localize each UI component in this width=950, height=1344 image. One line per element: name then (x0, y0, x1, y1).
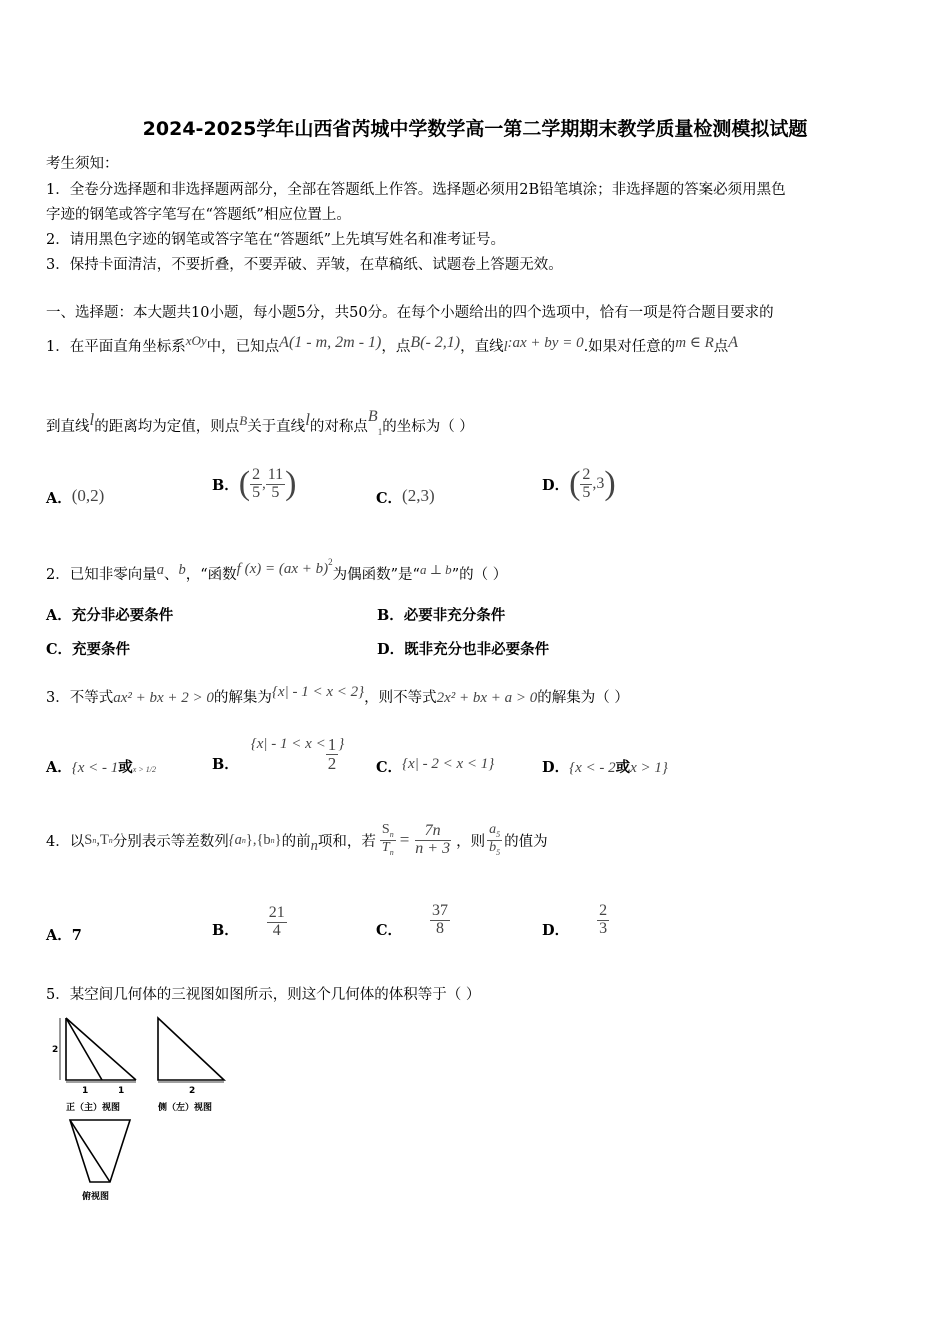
q4-math: }, (245, 831, 257, 848)
denominator (380, 841, 396, 857)
denominator: 5 (582, 483, 591, 501)
q1-math: l (305, 410, 310, 429)
q4-math: S (84, 831, 93, 848)
fraction (413, 823, 452, 858)
denominator: 8 (436, 919, 445, 937)
q2-option-d[interactable]: D．既非充分也非必要条件 (377, 641, 550, 658)
fraction (597, 903, 609, 938)
question-5 (46, 983, 480, 1004)
q1-line-eq: ax + by = 0 (512, 335, 584, 351)
q4-math: 5 (496, 830, 501, 840)
comma: , (262, 475, 266, 492)
q1-math: m ∈ R (675, 335, 714, 351)
q3-text: 不等式 (69, 690, 114, 706)
option-label: B． (212, 756, 239, 773)
q1-math: xOy (185, 333, 207, 349)
option-value: x > 1} (630, 760, 668, 776)
denominator: 2 (327, 753, 337, 773)
top-edge (70, 1120, 110, 1182)
notice-item: 3．保持卡面清洁，不要折叠，不要弄破、弄皱，在草稿纸、试题卷上答题无效。 (46, 257, 563, 273)
denominator (487, 841, 502, 857)
question-4 (46, 814, 548, 866)
q4-math: {b (256, 831, 271, 848)
option-value: {x| - 1 < x < (250, 736, 326, 752)
numerator: 2 (599, 901, 608, 919)
numerator: 2 (582, 465, 591, 483)
front-edge (66, 1018, 102, 1080)
numerator: 37 (432, 901, 449, 919)
q2-function: f (x) = (ax + b) (236, 561, 329, 577)
q3-option-b[interactable] (212, 730, 344, 778)
option-label: C． (376, 759, 403, 776)
denominator: 3 (599, 919, 608, 937)
q4-text: 以 (69, 833, 85, 850)
fig-dim-width: 2 (189, 1086, 196, 1096)
notice-item: 2．请用黑色字迹的钢笔或答字笔在“答题纸”上先填写姓名和准考证号。 (46, 232, 506, 248)
q1-text: ，点 (381, 339, 411, 355)
q1-text: 关于直线 (247, 419, 306, 435)
option-value: {x| - 2 < x < 1} (402, 756, 495, 772)
q4-math: n (389, 847, 394, 857)
fig-label-front: 正（主）视图 (66, 1103, 121, 1113)
option-label: B． (212, 922, 239, 939)
q4-math: = (399, 830, 410, 849)
q1-text: 到直线 (46, 419, 90, 435)
q4-math: 5 (496, 847, 501, 857)
q1-option-a[interactable] (46, 486, 104, 508)
notice-item: 1．全卷分选择题和非选择题两部分，全部在答题纸上作答。选择题必须用2B铅笔填涂；非选择题的答案必须用黑色 (46, 182, 786, 198)
fig-dim-width: 1 (82, 1086, 89, 1096)
q1-text: .如果对任意的 (583, 339, 676, 355)
q2-text: 为偶函数”是“ (332, 567, 420, 583)
option-value: x > 1/2 (132, 765, 156, 774)
q3-number: 3． (46, 690, 70, 706)
option-value: (0,2) (71, 486, 105, 505)
q3-option-d[interactable] (542, 756, 668, 777)
denominator: n + 3 (415, 839, 451, 857)
front-edge (66, 1018, 136, 1080)
q1-math: l (503, 339, 508, 355)
option-text: 或 (615, 759, 631, 776)
option-label: C． (376, 922, 403, 939)
option-text: 或 (118, 759, 133, 776)
fraction (267, 905, 287, 940)
side-view (158, 1018, 224, 1082)
q1-number: 1． (46, 339, 70, 355)
q1-text: ，直线 (460, 339, 504, 355)
front-view (60, 1018, 136, 1082)
q3-text: ，则不等式 (364, 690, 437, 706)
fig-dim-height: 2 (52, 1045, 59, 1055)
q4-text: ，则 (456, 833, 486, 850)
q1-math: : (507, 335, 513, 351)
option-value: 7 (71, 927, 82, 944)
q2-math: b (178, 562, 186, 578)
q3-solution-set: {x| - 1 < x < 2} (271, 684, 365, 700)
numerator: 2 (252, 465, 261, 483)
q3-option-a[interactable] (46, 756, 156, 777)
option-label: D． (542, 476, 570, 494)
q2-number: 2． (46, 567, 70, 583)
q4-math: n (389, 830, 394, 840)
option-value: {x < - 2 (569, 760, 616, 776)
q4-math: {a (228, 831, 242, 848)
numerator: 11 (267, 465, 284, 483)
q4-math: a (489, 822, 497, 838)
q1-option-d[interactable] (542, 458, 616, 510)
q3-inequality: ax² + bx + 2 > 0 (113, 690, 214, 706)
q4-option-c[interactable] (376, 894, 450, 946)
q1-math: l (89, 410, 95, 429)
q4-option-d[interactable] (542, 894, 609, 946)
q3-text: 的解集为 (213, 690, 272, 706)
q1-text: 的坐标为（ ） (382, 419, 474, 435)
option-label: D． (542, 759, 570, 776)
fraction (250, 467, 262, 502)
paren-left: ( (238, 465, 251, 502)
fraction (580, 467, 592, 502)
option-label: B． (212, 476, 239, 494)
fraction (487, 823, 502, 856)
paren-right: ) (604, 465, 616, 502)
fig-label-top: 俯视图 (82, 1192, 110, 1202)
q2-math: 2 (328, 557, 333, 567)
q2-math: a ⊥ b (419, 562, 452, 577)
q1-math: A (728, 334, 739, 351)
top-view (70, 1120, 130, 1182)
denominator: 5 (252, 483, 261, 501)
side-outline (158, 1018, 224, 1080)
page-title: 2024-2025学年山西省芮城中学数学高一第二学期期末教学质量检测模拟试题 (142, 118, 808, 140)
q1-point-a: A(1 - m, 2m - 1) (279, 334, 382, 351)
option-label: C． (376, 490, 403, 507)
paren-right: ) (285, 465, 297, 502)
q1-math: 1 (377, 426, 383, 437)
q4-math: ,T (96, 831, 109, 848)
q4-math: n (108, 835, 113, 845)
q2-option-c[interactable]: C．充要条件 (46, 641, 131, 658)
q3-inequality: 2x² + bx + a > 0 (436, 690, 538, 706)
option-label: A． (46, 490, 72, 507)
option-label: D． (542, 922, 570, 939)
option-value: (2,3) (402, 486, 435, 505)
fraction (326, 736, 339, 773)
question-1-line-1 (46, 333, 738, 356)
three-view-figure (44, 1010, 244, 1205)
paren-left: ( (569, 465, 581, 502)
q4-math: } (274, 831, 282, 848)
question-2 (46, 557, 507, 584)
q4-option-a[interactable] (46, 924, 82, 945)
numerator: 7n (415, 823, 451, 841)
fig-dim-width: 1 (118, 1086, 125, 1096)
q4-text: 项和，若 (317, 833, 376, 850)
q1-math: B (239, 413, 248, 428)
fraction (266, 467, 285, 502)
q1-text: 的距离均为定值，则点 (94, 419, 240, 435)
q1-point-b: B(- 2,1) (410, 334, 461, 351)
q4-math: n (310, 837, 318, 854)
question-3 (46, 684, 629, 707)
q2-option-b[interactable]: B．必要非充分条件 (377, 607, 506, 624)
option-value: ,3 (592, 475, 605, 492)
q1-text: 在平面直角坐标系 (69, 339, 186, 355)
fraction (380, 823, 396, 856)
q2-text: 、 (163, 567, 179, 583)
q2-math: a (156, 562, 164, 578)
numerator: 1 (327, 734, 337, 754)
denominator: 4 (272, 921, 281, 939)
q5-text: 某空间几何体的三视图如图所示，则这个几何体的体积等于（ ） (69, 987, 481, 1003)
q3-text: 的解集为（ ） (537, 690, 629, 706)
q4-math: S (381, 822, 390, 838)
q1-text: 点 (713, 339, 729, 355)
fraction (430, 903, 450, 938)
option-value: {x < - 1 (71, 760, 119, 776)
numerator (487, 823, 502, 840)
question-1-line-2 (46, 408, 474, 437)
notice-heading: 考生须知： (46, 156, 119, 172)
numerator (380, 823, 396, 840)
q1-text: 中，已知点 (206, 339, 280, 355)
option-label: A． (46, 759, 72, 776)
q2-text: ，“函数 (185, 567, 237, 583)
option-value: } (338, 736, 345, 752)
q4-math: n (241, 835, 246, 845)
fig-label-side: 侧（左）视图 (158, 1103, 213, 1113)
q5-number: 5． (46, 987, 70, 1003)
option-label: A． (46, 927, 72, 944)
q4-text: 的值为 (504, 833, 548, 850)
numerator: 21 (268, 903, 285, 921)
q2-text: 已知非零向量 (69, 567, 157, 583)
q4-number: 4． (46, 833, 70, 850)
section-heading: 一、选择题：本大题共10小题，每小题5分，共50分。在每个小题给出的四个选项中，恰有一项是符合题目要求的 (46, 305, 774, 321)
q4-text: 分别表示等差数列 (112, 833, 229, 850)
q1-option-b[interactable] (212, 458, 296, 510)
q4-math: b (489, 839, 497, 855)
q4-option-b[interactable] (212, 898, 287, 946)
top-outline (70, 1120, 130, 1182)
q4-math: T (381, 839, 390, 855)
q1-text: 的对称点 (309, 419, 368, 435)
q1-option-c[interactable] (376, 486, 435, 508)
q3-option-c[interactable] (376, 752, 495, 776)
q2-option-a[interactable]: A．充分非必要条件 (46, 607, 174, 624)
denominator: 5 (271, 483, 280, 501)
q4-math: n (92, 835, 97, 845)
q1-math: B (367, 408, 378, 425)
q4-math: n (270, 835, 275, 845)
q4-text: 的前 (281, 833, 311, 850)
q2-text: ”的（ ） (451, 567, 508, 583)
notice-item: 字迹的钢笔或答字笔写在“答题纸”相应位置上。 (46, 207, 351, 223)
